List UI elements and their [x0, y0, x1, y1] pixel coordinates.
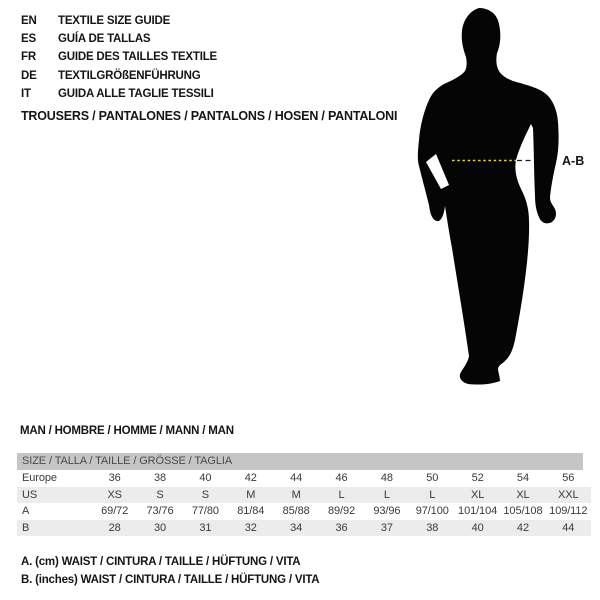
size-value: 81/84: [237, 505, 265, 518]
size-value: S: [156, 488, 164, 501]
size-value: 85/88: [282, 505, 310, 518]
size-value: 42: [516, 521, 529, 534]
size-value: XL: [516, 488, 530, 501]
size-value: S: [201, 488, 210, 501]
size-value: M: [246, 488, 256, 501]
size-value: 77/80: [191, 505, 219, 518]
size-value: L: [338, 488, 345, 501]
size-value: 36: [335, 521, 348, 534]
size-value: 32: [244, 521, 257, 534]
language-label: GUIDA ALLE TAGLIE TESSILI: [58, 87, 214, 100]
language-code: FR: [21, 51, 36, 64]
row-label: A: [22, 505, 30, 518]
size-value: 28: [108, 521, 121, 534]
size-value: M: [291, 488, 301, 501]
language-code: DE: [21, 69, 37, 82]
size-value: 44: [562, 521, 575, 534]
size-value: 31: [199, 521, 212, 534]
man-silhouette: [418, 8, 559, 385]
measure-label: A-B: [562, 154, 585, 168]
size-value: 40: [471, 521, 484, 534]
table-row-b-inches: [17, 520, 591, 537]
size-value: 69/72: [101, 505, 129, 518]
language-code: ES: [21, 33, 36, 46]
row-label: US: [22, 488, 38, 501]
size-value: 101/104: [458, 505, 498, 518]
size-value: 54: [516, 472, 529, 485]
size-value: 40: [199, 472, 212, 485]
size-value: L: [429, 488, 436, 501]
size-value: XL: [470, 488, 485, 501]
size-value: 38: [426, 521, 439, 534]
table-row-europe: [17, 470, 591, 487]
table-row-us: [17, 487, 591, 504]
size-value: L: [383, 488, 390, 501]
language-code: EN: [21, 15, 37, 28]
language-code: IT: [21, 87, 31, 100]
size-table-header: SIZE / TALLA / TAILLE / GRÖSSE / TAGLIA: [17, 453, 583, 470]
size-value: 48: [380, 472, 393, 485]
size-value: 44: [290, 472, 303, 485]
size-value: 97/100: [415, 505, 449, 518]
size-table: [17, 470, 591, 536]
size-value: 109/112: [549, 505, 588, 518]
language-label: TEXTILE SIZE GUIDE: [58, 15, 171, 28]
gender-title: MAN / HOMBRE / HOMME / MANN / MAN: [20, 425, 234, 437]
size-value: XS: [107, 488, 122, 501]
row-label: B: [22, 521, 30, 534]
size-value: 52: [471, 472, 484, 485]
language-label: TEXTILGRÖßENFÜHRUNG: [58, 69, 201, 82]
size-value: 56: [562, 472, 575, 485]
language-label: GUÍA DE TALLAS: [58, 33, 151, 46]
measurement-notes: [21, 554, 319, 589]
size-value: 34: [290, 521, 303, 534]
table-row-a-cm: [17, 503, 591, 520]
row-label: Europe: [22, 472, 57, 485]
size-value: 50: [426, 472, 439, 485]
size-value: 37: [380, 521, 393, 534]
size-value: 36: [108, 472, 121, 485]
size-value: 73/76: [146, 505, 174, 518]
size-value: 46: [335, 472, 348, 485]
category-title: TROUSERS / PANTALONES / PANTALONS / HOSEN / PANTALONI: [21, 109, 398, 123]
size-value: 93/96: [373, 505, 401, 518]
size-value: 30: [154, 521, 167, 534]
size-value: XXL: [558, 488, 579, 501]
size-value: 38: [154, 472, 167, 485]
language-label: GUIDE DES TAILLES TEXTILE: [58, 51, 217, 64]
size-value: 89/92: [327, 505, 355, 518]
size-value: 105/108: [503, 505, 543, 518]
note-a-cm: A. (cm) WAIST / CINTURA / TAILLE / HÜFTUNG / VITA: [21, 556, 301, 568]
size-value: 42: [244, 472, 257, 485]
note-b-inches: B. (inches) WAIST / CINTURA / TAILLE / HÜFTUNG / VITA: [21, 573, 320, 586]
